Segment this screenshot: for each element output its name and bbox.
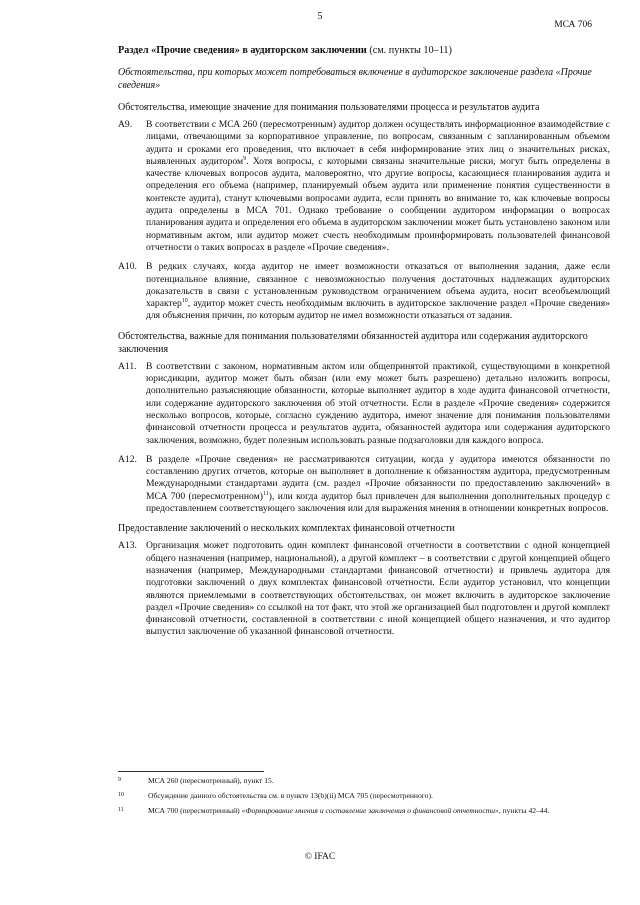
footnote-divider xyxy=(118,771,264,772)
paragraph-text: , аудитор может счесть необходимым включить в аудиторское заключение раздел «Прочие сведения» для объяснения причин, по которым аудитор не имел возможности отказаться от задания. xyxy=(146,298,610,322)
footnote-italic-title: «Формирование мнения и составление заключения о финансовой отчетности» xyxy=(241,806,499,815)
footnote-item xyxy=(118,806,610,816)
page-number: 5 xyxy=(317,11,323,22)
paragraph-text: Организация может подготовить один комплект финансовой отчетности в соответствии с одной концепцией общего назначения (например, национальной), а другой комплект – в соответствии с другой концепцией общего назначения (например, Международными стандартами финансовой отчетности) и привлечь аудитора для подготовки заключений о двух комплектах финансовой отчетности. Если аудитор установил, что концепции являются приемлемыми в соответствующих обстоятельствах, он может включить в аудиторское заключение раздел «Прочие сведения» со ссылкой на тот факт, что этой же организацией был подготовлен и другой комплект финансовой отчетности, составленной в соответствии с иной концепцией общего назначения, и что аудитор выпустил заключение об указанной финансовой отчетности. xyxy=(146,540,610,638)
footnote-text: МСА 260 (пересмотренный), пункт 15. xyxy=(148,776,274,785)
paragraph-text: В разделе «Прочие сведения» не рассматриваются ситуации, когда у аудитора имеются обязанности по составлению других отчетов, которые он выполняет в дополнение к обязанностям аудитора, предусмотренным Международными стандартами аудита (см. раздел «Прочие обязанности по предоставлению заключений» в МСА 700 (пересмотренном) xyxy=(146,453,610,502)
paragraph-a10 xyxy=(118,261,610,322)
footnote-number: 9 xyxy=(118,777,121,783)
paragraph-text: . Хотя вопросы, с которыми связаны значительные риски, могут быть определены в качестве ключевых вопросов аудита, маловероятно, что другие вопросы, касающиеся планирования аудита и определения его объема (например, планируемый объем аудита или применение понятия существенности в контексте аудита), станут ключевыми вопросами аудита, если принять во внимание то, как ключевые вопросы аудита определены в МСА 701. Однако требование о сообщении аудитором информации о вопросах планирования аудита и определения его объема в аудиторском заключении может быть установлено законом или нормативным актом, или аудитор может счесть необходимым проинформировать пользователей финансовой отчетности о таких вопросах в разделе «Прочие сведения». xyxy=(146,155,610,253)
paragraph-a9 xyxy=(118,119,610,254)
paragraph-text: В соответствии с МСА 260 (пересмотренным) аудитор должен осуществлять информационное взаимодействие с лицами, отвечающими за корпоративное управление, по вопросам, связанным с запланированным объемом аудита и сроками его проведения, что включает в себя информирование этих лиц о значительных рисках, выявленных аудитором xyxy=(146,119,610,167)
section-title-text: Раздел «Прочие сведения» в аудиторском заключении xyxy=(118,45,367,56)
footnotes xyxy=(118,771,610,821)
footnote-item xyxy=(118,791,610,801)
paragraph-number: A9. xyxy=(118,119,133,130)
subheading-1: Обстоятельства, имеющие значение для понимания пользователями процесса и результатов аудита xyxy=(118,102,540,113)
footnote-number: 11 xyxy=(118,807,124,813)
footnote-text: МСА 700 (пересмотренный) xyxy=(148,806,242,815)
copyright-footer: © IFAC xyxy=(304,852,336,862)
paragraph-a11 xyxy=(118,360,610,447)
italic-heading: Обстоятельства, при которых может потребоваться включение в аудиторское заключение раздела «Прочие сведения» xyxy=(118,67,592,91)
paragraph-text: ), или когда аудитор был привлечен для выполнения дополнительных процедур с предоставлением соответствующего заключения или для выражения мнения в отношении конкретных вопросов. xyxy=(146,490,610,515)
paragraph-a13 xyxy=(118,540,610,638)
main-content xyxy=(118,44,610,646)
footnote-text: Обсуждение данного обстоятельства см. в пункте 13(b)(ii) МСА 705 (пересмотренного). xyxy=(148,791,433,800)
footnote-ref: 9 xyxy=(243,155,247,162)
paragraph-a12 xyxy=(118,453,610,515)
standard-header: МСА 706 xyxy=(554,20,592,30)
paragraph-number: A12. xyxy=(118,453,137,465)
subheading-3: Предоставление заключений о нескольких комплектах финансовой отчетности xyxy=(118,523,455,535)
section-title xyxy=(118,44,610,57)
footnote-item xyxy=(118,776,610,786)
section-title-ref: (см. пункты 10–11) xyxy=(366,45,452,56)
footnote-text: , пункты 42–44. xyxy=(498,806,550,815)
footnote-ref: 10 xyxy=(181,297,188,304)
paragraph-text: В редких случаях, когда аудитор не имеет возможности отказаться от выполнения задания, даже если потенциальное влияние, связанное с невозможностью получения достаточных надлежащих аудиторских доказательств в связи с установленным руководством ограничением объема аудита, носит всеобъемлющий характер xyxy=(146,261,610,310)
footnote-ref: 11 xyxy=(262,490,269,497)
paragraph-number: A11. xyxy=(118,360,137,372)
paragraph-number: A10. xyxy=(118,261,137,273)
paragraph-number: A13. xyxy=(118,540,137,552)
paragraph-text: В соответствии с законом, нормативным актом или общепринятой практикой, существующими в конкретной юрисдикции, аудитор может быть обязан (или ему может быть разрешено) детально изложить вопросы, дополнительно разъясняющие обязанности, которые выполняет аудитор в ходе аудита финансовой отчетности, или содержание аудиторского заключения об этой отчетности. Если в разделе «Прочие сведения» содержится несколько вопросов, которые, согласно суждению аудитора, имеют значение для понимания пользователями финансовой отчетности процесса и результатов аудита, обязанностей аудитора или содержания аудиторского заключения, возможно, будет полезным использовать разные подзаголовки для каждого вопроса. xyxy=(146,360,610,446)
subheading-2: Обстоятельства, важные для понимания пользователями обязанностей аудитора или содержания аудиторского заключения xyxy=(118,330,588,355)
footnote-number: 10 xyxy=(118,792,124,798)
